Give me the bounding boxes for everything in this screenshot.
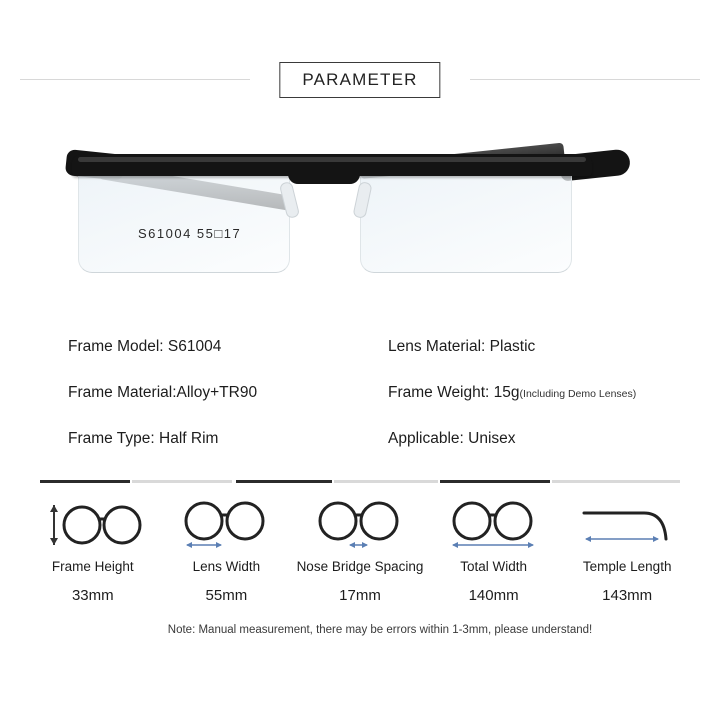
measurement-divider xyxy=(40,480,680,483)
measurement-item xyxy=(160,497,294,604)
measurement-value: 55mm xyxy=(205,587,248,604)
eyeglasses-illustration xyxy=(60,130,660,310)
header-rule-left xyxy=(20,79,250,80)
divider-segment xyxy=(440,480,550,483)
measurement-label: Total Width xyxy=(460,559,527,574)
measurement-value: 140mm xyxy=(468,587,519,604)
page-title: PARAMETER xyxy=(302,70,418,89)
spec-frame-weight-main: Frame Weight: 15g xyxy=(388,384,520,401)
measurement-label: Lens Width xyxy=(192,559,261,574)
product-image xyxy=(0,120,720,320)
measurement-value: 143mm xyxy=(602,587,653,604)
measurement-item xyxy=(427,497,561,604)
measurement-value: 33mm xyxy=(71,587,114,604)
divider-segment xyxy=(40,480,130,483)
spec-frame-material: Frame Material:Alloy+TR90 xyxy=(68,384,258,401)
spec-frame-type: Frame Type: Half Rim xyxy=(68,430,219,447)
total-width-icon xyxy=(427,497,561,553)
section-title-box xyxy=(279,62,440,98)
lens-right xyxy=(360,174,572,273)
header xyxy=(0,0,720,120)
measurement-item xyxy=(293,497,427,604)
measurement-item xyxy=(26,497,160,604)
spec-row xyxy=(0,416,720,462)
divider-segment xyxy=(334,480,438,483)
header-rule-right xyxy=(470,79,700,80)
temple-length-icon xyxy=(560,497,694,553)
lens-model-stamp: S61004 55□17 xyxy=(138,226,242,241)
spec-row xyxy=(0,370,720,416)
measurement-label: Temple Length xyxy=(582,559,672,574)
divider-segment xyxy=(552,480,680,483)
spec-applicable: Applicable: Unisex xyxy=(388,430,516,447)
specs-list xyxy=(0,324,720,474)
measurement-value: 17mm xyxy=(339,587,381,604)
measurement-label: Frame Height xyxy=(51,559,134,574)
spec-frame-weight-note: (Including Demo Lenses) xyxy=(519,388,637,400)
measurement-label: Nose Bridge Spacing xyxy=(296,559,424,574)
footer-note: Note: Manual measurement, there may be errors within 1-3mm, please understand! xyxy=(167,624,593,636)
measurement-grid xyxy=(26,497,694,604)
frame-height-icon xyxy=(26,497,160,553)
spec-row xyxy=(0,324,720,370)
spec-frame-model: Frame Model: S61004 xyxy=(68,338,222,355)
nose-bridge-icon xyxy=(293,497,427,553)
spec-frame-weight xyxy=(388,384,686,402)
lens-left xyxy=(78,174,290,273)
spec-lens-material: Lens Material: Plastic xyxy=(388,338,536,355)
divider-segment xyxy=(236,480,332,483)
frame-bridge xyxy=(288,170,360,184)
divider-segment xyxy=(132,480,232,483)
lens-width-icon xyxy=(160,497,294,553)
measurement-item xyxy=(560,497,694,604)
